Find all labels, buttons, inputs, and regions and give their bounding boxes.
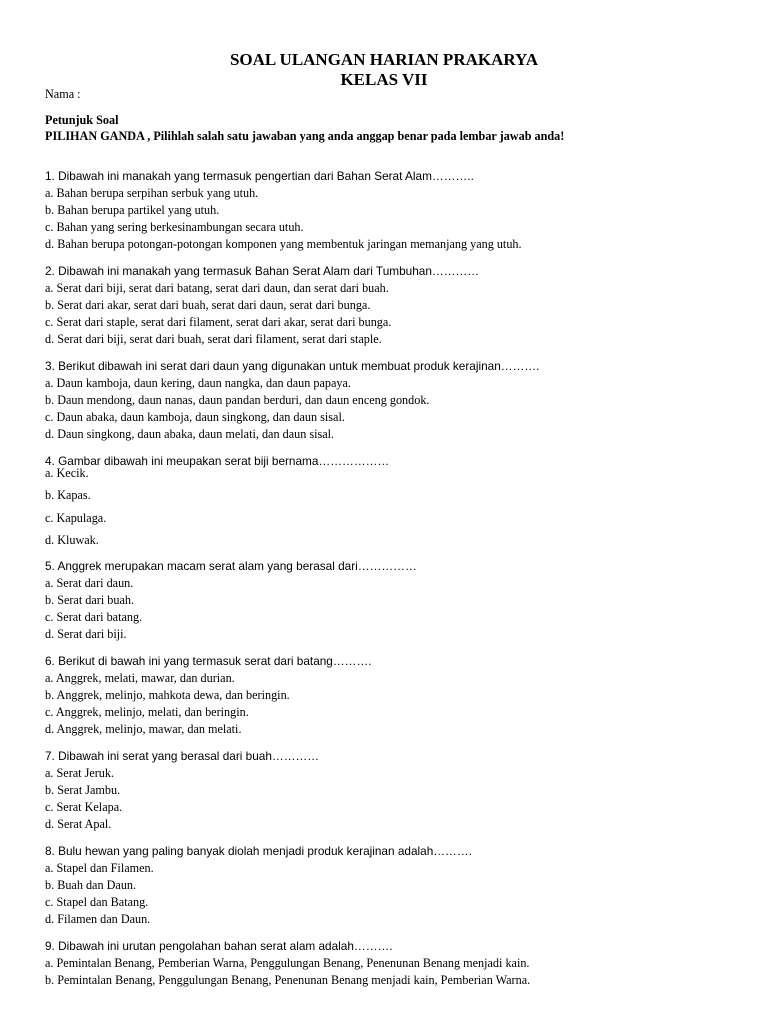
question-1-option-a: a. Bahan berupa serpihan serbuk yang utuh.: [45, 186, 259, 200]
question-5-option-d: d. Serat dari biji.: [45, 627, 127, 641]
question-5-option-c: c. Serat dari batang.: [45, 610, 143, 624]
question-9: 9. Dibawah ini urutan pengolahan bahan serat alam adalah……….: [45, 939, 393, 953]
question-7-option-d: d. Serat Apal.: [45, 817, 112, 831]
question-6-option-a: a. Anggrek, melati, mawar, dan durian.: [45, 671, 235, 685]
question-8-option-a: a. Stapel dan Filamen.: [45, 861, 154, 875]
question-4-option-a: a. Kecik.: [45, 466, 89, 480]
question-4-option-d: d. Kluwak.: [45, 533, 99, 547]
question-2-option-c: c. Serat dari staple, serat dari filament, serat dari akar, serat dari bunga.: [45, 315, 392, 329]
title-line-1: SOAL ULANGAN HARIAN PRAKARYA: [229, 50, 539, 69]
question-8-option-d: d. Filamen dan Daun.: [45, 912, 151, 926]
question-7-option-c: c. Serat Kelapa.: [45, 800, 123, 814]
question-3-option-c: c. Daun abaka, daun kamboja, daun singkong, dan daun sisal.: [45, 410, 345, 424]
question-2: 2. Dibawah ini manakah yang termasuk Bahan Serat Alam dari Tumbuhan…………: [45, 264, 480, 278]
instructions-heading: Petunjuk Soal: [45, 113, 119, 127]
question-1-option-d: d. Bahan berupa potongan-potongan komponen yang membentuk jaringan memanjang yang utuh.: [45, 237, 522, 251]
instructions-text: PILIHAN GANDA , Pilihlah salah satu jawaban yang anda anggap benar pada lembar jawab anda!: [45, 129, 565, 143]
question-5-option-a: a. Serat dari daun.: [45, 576, 134, 590]
question-1-option-b: b. Bahan berupa partikel yang utuh.: [45, 203, 220, 217]
name-label: Nama :: [45, 87, 81, 101]
question-9-option-b: b. Pemintalan Benang, Penggulungan Benang, Penenunan Benang menjadi kain, Pemberian Warna.: [45, 973, 531, 987]
question-3: 3. Berikut dibawah ini serat dari daun yang digunakan untuk membuat produk kerajinan……….: [45, 359, 540, 373]
question-3-option-b: b. Daun mendong, daun nanas, daun pandan berduri, dan daun enceng gondok.: [45, 393, 430, 407]
question-6-option-d: d. Anggrek, melinjo, mawar, dan melati.: [45, 722, 242, 736]
question-7-option-b: b. Serat Jambu.: [45, 783, 121, 797]
question-8-option-b: b. Buah dan Daun.: [45, 878, 137, 892]
question-5: 5. Anggrek merupakan macam serat alam yang berasal dari……………: [45, 559, 417, 573]
question-5-option-b: b. Serat dari buah.: [45, 593, 135, 607]
question-4-option-b: b. Kapas.: [45, 488, 91, 502]
title-line-2: KELAS VII: [340, 70, 428, 89]
question-1-option-c: c. Bahan yang sering berkesinambungan secara utuh.: [45, 220, 304, 234]
question-6-option-b: b. Anggrek, melinjo, mahkota dewa, dan beringin.: [45, 688, 290, 702]
question-4-option-c: c. Kapulaga.: [45, 511, 107, 525]
question-8-option-c: c. Stapel dan Batang.: [45, 895, 149, 909]
question-4: 4. Gambar dibawah ini meupakan serat biji bernama………………: [45, 454, 390, 468]
question-1: 1. Dibawah ini manakah yang termasuk pengertian dari Bahan Serat Alam………..: [45, 169, 474, 183]
question-3-option-d: d. Daun singkong, daun abaka, daun melati, dan daun sisal.: [45, 427, 335, 441]
question-8: 8. Bulu hewan yang paling banyak diolah menjadi produk kerajinan adalah……….: [45, 844, 472, 858]
question-7-option-a: a. Serat Jeruk.: [45, 766, 115, 780]
question-2-option-a: a. Serat dari biji, serat dari batang, serat dari daun, dan serat dari buah.: [45, 281, 389, 295]
question-9-option-a: a. Pemintalan Benang, Pemberian Warna, Penggulungan Benang, Penenunan Benang menjadi kain.: [45, 956, 530, 970]
question-6: 6. Berikut di bawah ini yang termasuk serat dari batang……….: [45, 654, 372, 668]
question-6-option-c: c. Anggrek, melinjo, melati, dan beringin.: [45, 705, 249, 719]
question-2-option-b: b. Serat dari akar, serat dari buah, serat dari daun, serat dari bunga.: [45, 298, 371, 312]
question-3-option-a: a. Daun kamboja, daun kering, daun nangka, dan daun papaya.: [45, 376, 351, 390]
question-2-option-d: d. Serat dari biji, serat dari buah, serat dari filament, serat dari staple.: [45, 332, 382, 346]
question-7: 7. Dibawah ini serat yang berasal dari buah…………: [45, 749, 320, 763]
